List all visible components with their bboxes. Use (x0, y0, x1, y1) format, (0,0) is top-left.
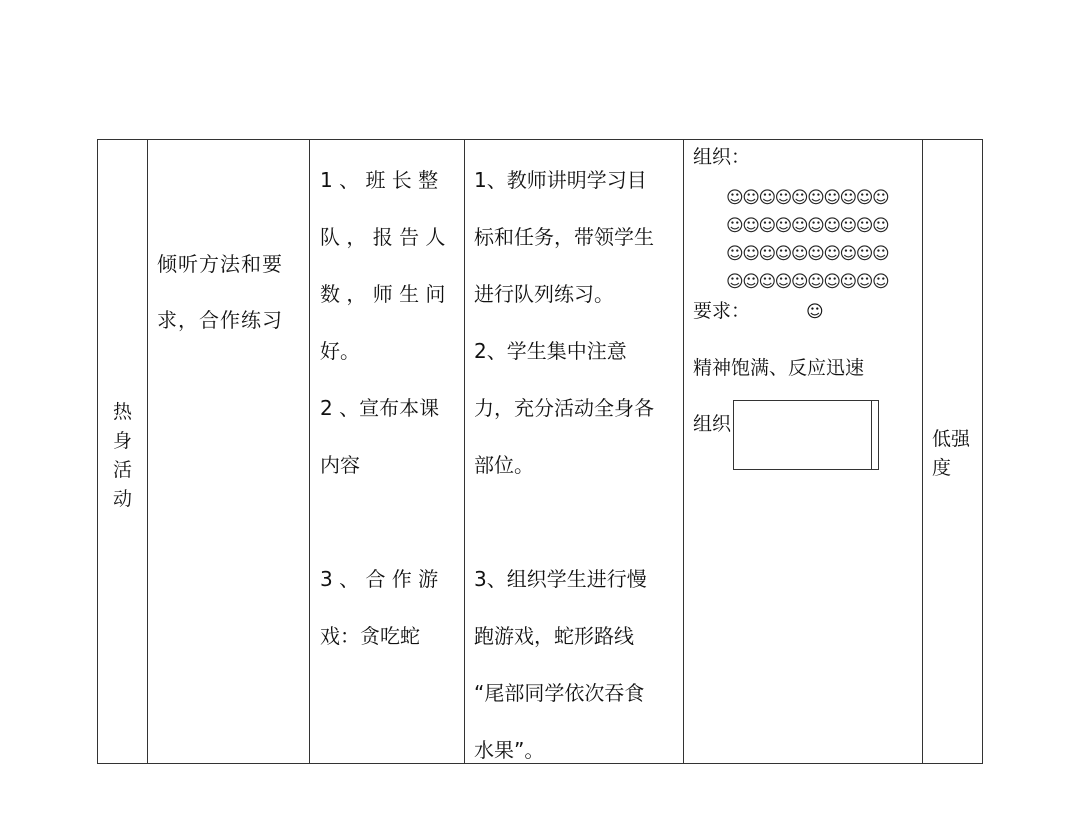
student-formation (726, 184, 914, 296)
method-item-2: 2、学生集中注意 力，充分活动全身各 部位。 (474, 339, 654, 477)
spacer (320, 494, 454, 551)
organization-label: 组织： (693, 146, 751, 168)
field-rectangle (733, 400, 879, 470)
section-cell (98, 140, 147, 763)
smiley-row-icon: ☺☺☺☺☺☺☺☺☺☺ (726, 216, 889, 236)
content-item-3: 3 、 合 作 游 戏：贪吃蛇 (320, 567, 439, 648)
intensity-cell (922, 140, 982, 763)
content-cell (309, 140, 464, 763)
method-item-1: 1、教师讲明学习目 标和任务，带领学生 进行队列练习。 (474, 168, 654, 306)
smiley-row-icon: ☺☺☺☺☺☺☺☺☺☺ (726, 272, 889, 292)
goal-line: 倾听方法和要 (157, 252, 283, 276)
intensity-line: 低强 (932, 428, 971, 450)
content-item-1: 1 、 班 长 整 队 ， 报 告 人 数 ， 师 生 问 好。 (320, 168, 446, 363)
section-title: 热 身 活 动 (112, 401, 132, 510)
content-item-2: 2 、宣布本课 内容 (320, 396, 440, 477)
teacher-smiley-icon: ☺ (806, 302, 824, 322)
requirement-text: 精神饱满、反应迅速 (693, 357, 865, 379)
spacer (474, 494, 673, 551)
goal-cell (147, 140, 309, 763)
organization-cell (683, 140, 922, 763)
intensity-line: 度 (932, 457, 952, 479)
organization-label-2-wrap (693, 409, 914, 439)
goal-line: 求，合作练习 (157, 308, 283, 332)
organization-label-2: 组织 (693, 413, 732, 435)
smiley-row-icon: ☺☺☺☺☺☺☺☺☺☺ (726, 244, 889, 264)
lesson-plan-table (97, 139, 983, 764)
requirement-label: 要求： (693, 300, 751, 322)
smiley-row-icon: ☺☺☺☺☺☺☺☺☺☺ (726, 188, 889, 208)
method-item-3: 3、组织学生进行慢 跑游戏，蛇形路线 “尾部同学依次吞食 水果”。 (474, 567, 647, 762)
requirement-line (693, 296, 914, 327)
method-cell (464, 140, 683, 763)
